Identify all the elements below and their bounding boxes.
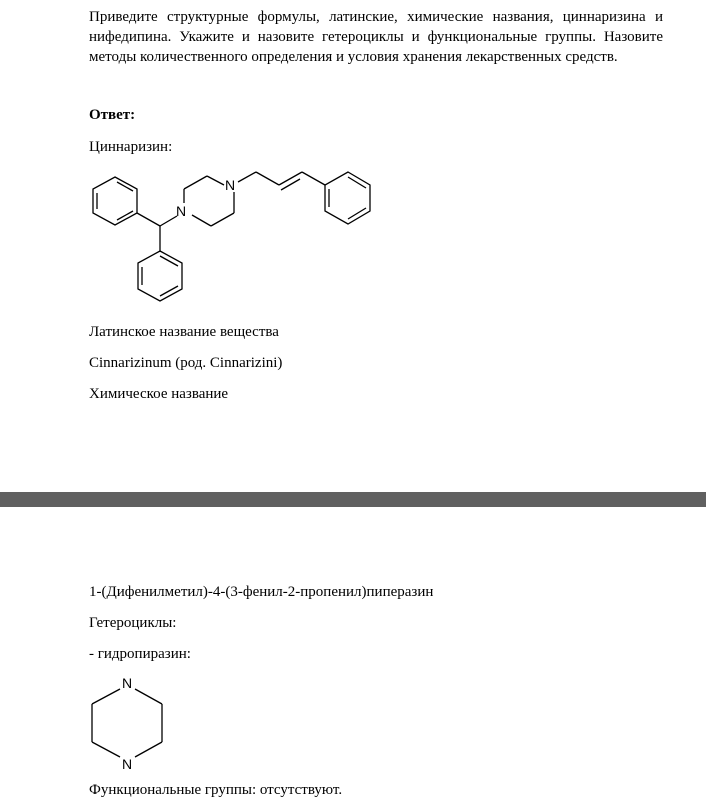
pip-bond-3 — [207, 176, 224, 185]
cinnarizine-structure — [0, 0, 706, 320]
task-paragraph: Приведите структурные формулы, латинские, химические названия, циннаризина и нифедипина. Укажите и назовите гетероциклы и функциональные группы. Назовите методы количественного определения и условия хранения лекарственных средств. — [89, 9, 663, 65]
latin-label: Латинское название вещества — [89, 324, 279, 340]
atom-n1: N — [176, 203, 187, 219]
ring-bond-3 — [135, 742, 162, 757]
piperazine-structure — [0, 507, 706, 806]
answer-label: Ответ: — [89, 107, 136, 123]
chem-label: Химическое название — [89, 386, 229, 402]
bond-ch-n1 — [160, 216, 177, 226]
phenyl-low-double-1 — [160, 256, 178, 266]
atom-n-top: N — [122, 675, 133, 691]
functional-groups: Функциональные группы: отсутствуют. — [89, 782, 343, 798]
bond-ch-phenyl-left — [137, 213, 160, 226]
phenyl-ring-right — [325, 172, 370, 224]
phenyl-low-double-2 — [160, 286, 178, 296]
latin-name: Cinnarizinum (род. Cinnarizini) — [89, 355, 283, 371]
ring-bond-1 — [135, 689, 162, 704]
pip-bond-2 — [184, 176, 207, 189]
phenyl-ring-left — [93, 177, 137, 225]
document-page-2 — [0, 507, 706, 806]
pip-bond-5 — [211, 213, 234, 226]
ring-bond-4 — [92, 742, 120, 757]
chain-double-a — [279, 172, 302, 185]
page-separator — [0, 492, 706, 507]
atom-n4: N — [225, 177, 236, 193]
heterocycles-label: Гетероциклы: — [89, 615, 177, 631]
phenyl-left-double-1 — [117, 182, 133, 191]
chain-bond-2 — [256, 172, 279, 185]
ring-bond-6 — [92, 689, 120, 704]
heterocycle-item: - гидропиразин: — [89, 646, 191, 662]
chain-bond-3 — [302, 172, 325, 185]
chain-bond-1 — [238, 172, 256, 182]
atom-n-bottom: N — [122, 756, 133, 772]
phenyl-right-double-1 — [348, 177, 366, 188]
chem-name: 1-(Дифенилметил)-4-(3-фенил-2-пропенил)пиперазин — [89, 584, 434, 600]
compound-label: Циннаризин: — [89, 139, 173, 155]
chain-double-b — [281, 179, 300, 190]
phenyl-right-double-2 — [348, 208, 366, 219]
phenyl-left-double-2 — [117, 211, 133, 220]
pip-bond-6 — [192, 215, 211, 226]
phenyl-ring-low — [138, 251, 182, 301]
